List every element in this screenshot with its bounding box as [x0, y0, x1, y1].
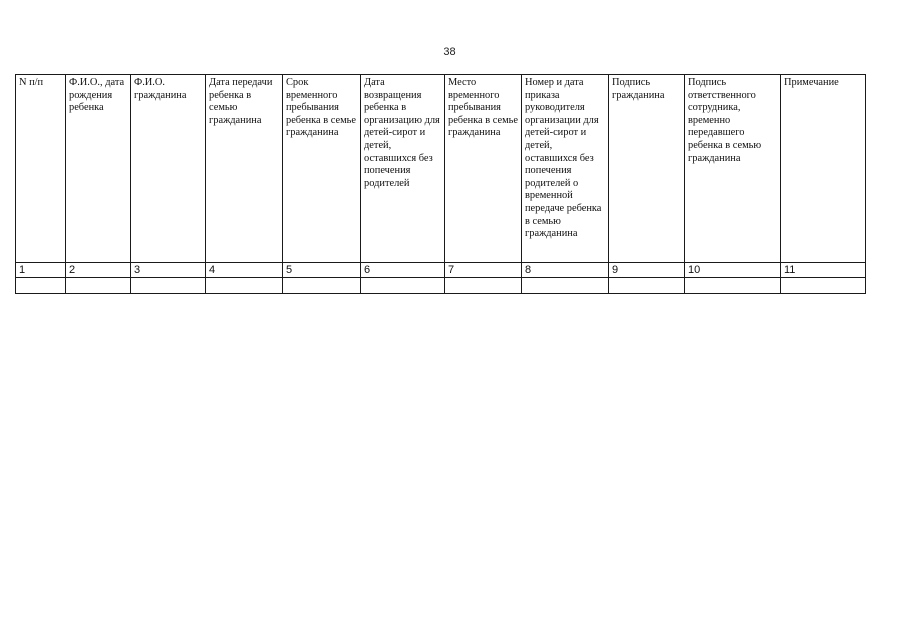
empty-cell: [522, 278, 609, 294]
empty-cell: [609, 278, 685, 294]
column-number-cell: 4: [206, 263, 283, 278]
empty-cell: [685, 278, 781, 294]
column-number-cell: 8: [522, 263, 609, 278]
table-header-row: [16, 75, 866, 263]
empty-cell: [16, 278, 66, 294]
header-cell: Срок временного пребывания ребенка в семье гражданина: [283, 75, 361, 263]
empty-data-row: [16, 278, 866, 294]
header-cell: Номер и дата приказа руководителя организации для детей-сирот и детей, оставшихся без попечения родителей о временной передаче ребенка в семью гражданина: [522, 75, 609, 263]
header-cell: Место временного пребывания ребенка в семье гражданина: [445, 75, 522, 263]
empty-cell: [283, 278, 361, 294]
column-number-cell: 6: [361, 263, 445, 278]
header-cell: Ф.И.О., дата рождения ребенка: [66, 75, 131, 263]
header-cell: Подпись гражданина: [609, 75, 685, 263]
empty-cell: [206, 278, 283, 294]
empty-cell: [131, 278, 206, 294]
column-number-cell: 3: [131, 263, 206, 278]
column-number-cell: 5: [283, 263, 361, 278]
header-cell: Примечание: [781, 75, 866, 263]
empty-cell: [361, 278, 445, 294]
header-cell: Ф.И.О. гражданина: [131, 75, 206, 263]
column-number-row: [16, 263, 866, 278]
header-cell: Дата возвращения ребенка в организацию для детей-сирот и детей, оставшихся без попечения родителей: [361, 75, 445, 263]
column-number-cell: 7: [445, 263, 522, 278]
column-number-cell: 11: [781, 263, 866, 278]
column-number-cell: 1: [16, 263, 66, 278]
column-number-cell: 10: [685, 263, 781, 278]
empty-cell: [781, 278, 866, 294]
column-number-cell: 9: [609, 263, 685, 278]
header-cell: Подпись ответственного сотрудника, временно передавшего ребенка в семью гражданина: [685, 75, 781, 263]
empty-cell: [445, 278, 522, 294]
page-number: 38: [443, 46, 456, 58]
empty-cell: [66, 278, 131, 294]
header-cell: Дата передачи ребенка в семью гражданина: [206, 75, 283, 263]
register-table: [15, 74, 866, 294]
header-cell: N п/п: [16, 75, 66, 263]
column-number-cell: 2: [66, 263, 131, 278]
